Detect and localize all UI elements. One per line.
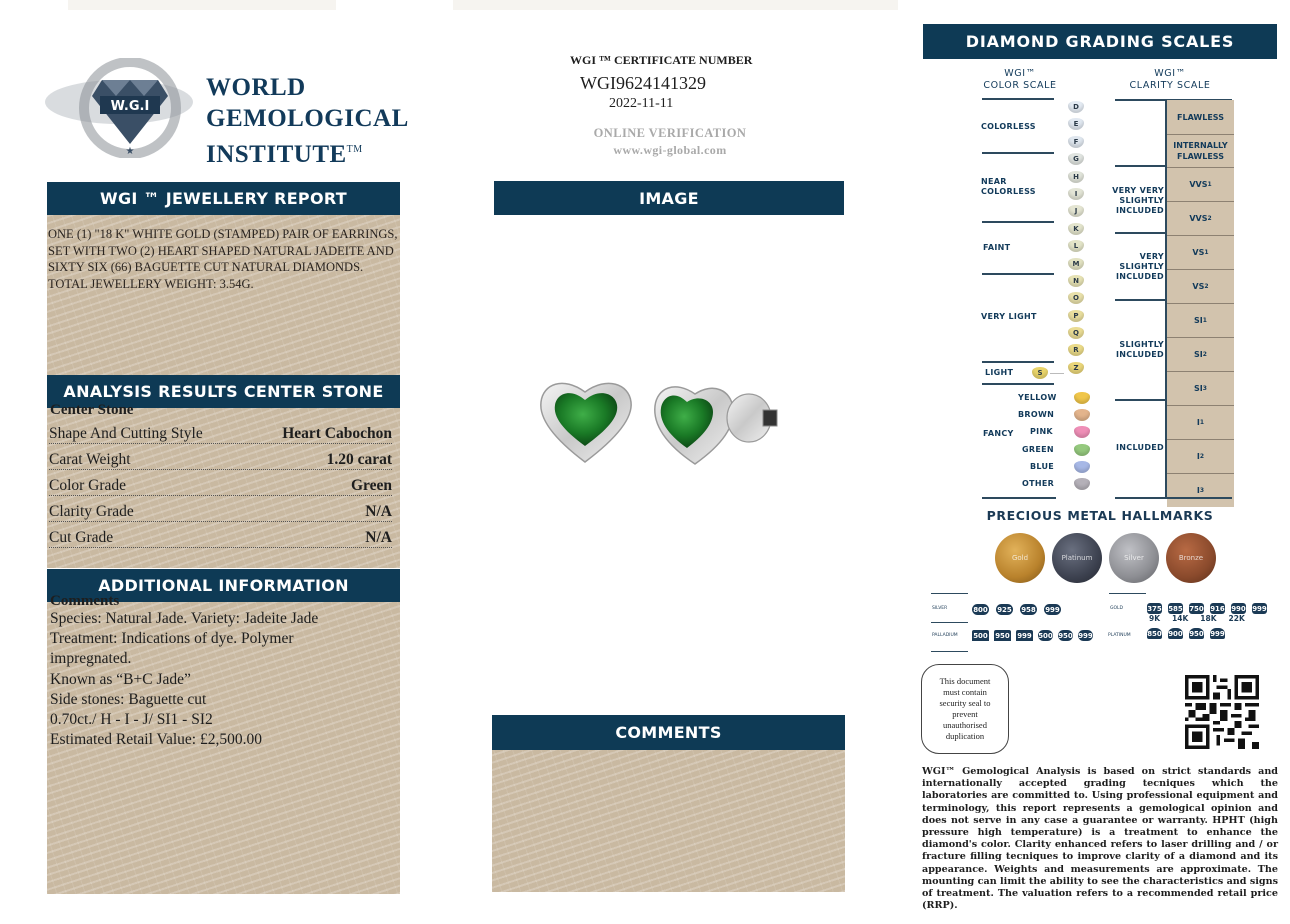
hallmark-icon: 800 xyxy=(973,605,988,614)
divider xyxy=(1115,399,1165,401)
color-group-faint: FAINT xyxy=(983,243,1011,252)
clarity-grade: SI 2 xyxy=(1167,337,1234,371)
gold-label: GOLD xyxy=(1110,606,1124,611)
analysis-row-cut: Cut Grade N/A xyxy=(49,522,392,548)
image-header: IMAGE xyxy=(494,181,844,215)
diamond-grade-icon: N xyxy=(1068,275,1084,287)
svg-text:★: ★ xyxy=(125,146,135,157)
wgi-logo-wordmark xyxy=(206,72,409,170)
hallmark-icon: 950 xyxy=(995,631,1010,640)
diamond-grade-icon: P xyxy=(1068,310,1084,322)
diamond-grade-icon: D xyxy=(1068,101,1084,113)
center-stone-title: Center Stone xyxy=(50,402,134,418)
hallmark-icon: 375 xyxy=(1147,604,1162,613)
silver-label: SILVER xyxy=(932,606,948,611)
range-dash xyxy=(1050,373,1064,374)
analysis-row-carat: Carat Weight 1.20 carat xyxy=(49,444,392,470)
analysis-row-shape: Shape And Cutting Style Heart Cabochon xyxy=(49,418,392,444)
diamond-grade-icon: F xyxy=(1068,136,1084,148)
logo-line-3: INSTITUTE™ xyxy=(206,141,363,168)
clarity-grade: VS 1 xyxy=(1167,235,1234,269)
divider xyxy=(931,651,968,652)
clarity-grade: VVS 1 xyxy=(1167,167,1234,201)
divider xyxy=(982,152,1054,154)
fancy-color-list xyxy=(1010,389,1090,493)
clarity-grade: SI 3 xyxy=(1167,371,1234,405)
comments-header: COMMENTS xyxy=(492,715,845,750)
gold-marks xyxy=(1147,603,1267,614)
clarity-group-included: INCLUDED xyxy=(1116,443,1164,452)
hallmark-icon: 900 xyxy=(1168,629,1183,638)
color-scale-title: WGI™ COLOR SCALE xyxy=(983,68,1057,91)
hallmark-icon: 500 xyxy=(1038,631,1053,640)
diamond-grade-icon: G xyxy=(1068,153,1084,165)
divider xyxy=(982,497,1056,499)
verification-label: ONLINE VERIFICATION xyxy=(593,126,747,140)
comment-line: Side stones: Baguette cut xyxy=(50,690,207,708)
security-seal-notice: This document must contain security seal to prevent unauthorised duplication xyxy=(921,664,1009,754)
clarity-scale-title: WGI™ CLARITY SCALE xyxy=(1129,68,1211,91)
fancy-green: GREEN xyxy=(1010,441,1090,458)
diamond-s-icon: S xyxy=(1032,367,1048,379)
hallmark-icon: 500 xyxy=(973,631,988,640)
diamond-grading-scales-header: DIAMOND GRADING SCALES xyxy=(923,24,1277,59)
hallmark-icon: 999 xyxy=(1017,631,1032,640)
comment-line: Estimated Retail Value: £2,500.00 xyxy=(50,731,262,749)
clarity-grade: FLAWLESS xyxy=(1167,100,1234,134)
color-group-near-colorless: NEAR COLORLESS xyxy=(981,177,1036,196)
divider xyxy=(1109,593,1146,594)
diamond-grade-icon: Z xyxy=(1068,362,1084,374)
metal-medals xyxy=(995,533,1216,583)
divider xyxy=(982,221,1054,223)
clarity-group-si: SLIGHTLY INCLUDED xyxy=(1116,340,1164,359)
fancy-blue: BLUE xyxy=(1010,458,1090,475)
hallmark-icon: 999 xyxy=(1078,631,1093,640)
hallmark-icon: 750 xyxy=(1189,604,1204,613)
gold-karats: 9K 14K 18K 22K xyxy=(1149,614,1245,623)
diamond-grade-icon: E xyxy=(1068,118,1084,130)
top-strip xyxy=(68,0,336,10)
logo-line-2: GEMOLOGICAL xyxy=(206,105,409,132)
certificate-number: WGI9624141329 xyxy=(580,73,706,93)
diamond-grade-icon: R xyxy=(1068,344,1084,356)
analysis-row-color: Color Grade Green xyxy=(49,470,392,496)
svg-text:W.G.I: W.G.I xyxy=(110,99,150,114)
wgi-logo-emblem xyxy=(44,58,194,158)
clarity-grade: I 1 xyxy=(1167,405,1234,439)
hallmarks-header: PRECIOUS METAL HALLMARKS xyxy=(986,508,1214,523)
gold-medal-icon: Gold xyxy=(995,533,1045,583)
divider xyxy=(1115,497,1232,499)
bronze-medal-icon: Bronze xyxy=(1166,533,1216,583)
fancy-pink: PINK xyxy=(1010,424,1090,441)
online-verification xyxy=(560,125,780,159)
earrings-image xyxy=(535,372,785,472)
diamond-grade-icon: K xyxy=(1068,223,1084,235)
diamond-grade-icon: J xyxy=(1068,205,1084,217)
additional-information-header: ADDITIONAL INFORMATION xyxy=(47,569,400,602)
diamond-grade-icon: L xyxy=(1068,240,1084,252)
diamond-grade-icon: O xyxy=(1068,292,1084,304)
hallmark-icon: 950 xyxy=(1189,629,1204,638)
analysis-row-clarity: Clarity Grade N/A xyxy=(49,496,392,522)
divider xyxy=(931,622,968,623)
hallmark-icon: 999 xyxy=(1045,605,1060,614)
silver-marks xyxy=(972,604,1061,615)
logo-line-1: WORLD xyxy=(206,74,306,101)
analysis-table xyxy=(49,418,392,548)
certificate-number-label: WGI ™ CERTIFICATE NUMBER xyxy=(570,53,753,67)
divider xyxy=(982,383,1054,385)
hallmark-icon: 850 xyxy=(1147,629,1162,638)
clarity-grade: VVS 2 xyxy=(1167,201,1234,235)
divider xyxy=(931,593,968,594)
hallmark-icon: 925 xyxy=(997,605,1012,614)
fancy-other: OTHER xyxy=(1010,475,1090,492)
verification-url[interactable]: www.wgi-global.com xyxy=(613,143,727,157)
divider xyxy=(982,273,1054,275)
additional-comments xyxy=(50,609,395,750)
certificate-date: 2022-11-11 xyxy=(609,96,674,111)
divider xyxy=(1115,165,1165,167)
clarity-group-vs: VERY SLIGHTLY INCLUDED xyxy=(1116,252,1164,281)
jewellery-report-header: WGI ™ JEWELLERY REPORT xyxy=(47,182,400,215)
fancy-yellow: YELLOW xyxy=(1010,389,1090,406)
diamond-grade-icon: H xyxy=(1068,171,1084,183)
comments-panel xyxy=(492,750,845,892)
diamond-grade-icon: M xyxy=(1068,258,1084,270)
hallmark-icon: 585 xyxy=(1168,604,1183,613)
color-group-very-light: VERY LIGHT xyxy=(981,312,1037,321)
comment-line: Species: Natural Jade. Variety: Jadeite Jade xyxy=(50,610,319,627)
jewellery-report-description: ONE (1) "18 K" WHITE GOLD (STAMPED) PAIR OF EARRINGS, SET WITH TWO (2) HEART SHAPED NATURAL JADEITE AND SIXTY SIX (66) BAGUETTE CUT NATURAL DIAMONDS. TOTAL JEWELLERY WEIGHT: 3.54G. xyxy=(48,227,398,291)
clarity-grade: INTERNALLY FLAWLESS xyxy=(1167,134,1234,167)
divider xyxy=(982,98,1054,100)
silver-medal-icon: Silver xyxy=(1109,533,1159,583)
fancy-brown: BROWN xyxy=(1010,406,1090,423)
disclaimer-text: WGI™ Gemological Analysis is based on strict standards and internationally accepted grading tecniques which the laboratories are committed to. Using professional equipment and terminology, this report represents a gemological opinion and does not serve in any case a guarantee or warranty. HPHT (high pressure high temperature) is a treatment to enhance the diamond's color. Clarity enhanced refers to laser drilling and / or fracture filling tecniques to improve clarity of a diamond and its appearance. Weights and measurements are approximate. The mounting can limit the ability to see the characteristics and signs of treatment. The valuation refers to a recommended retail price (RRP). xyxy=(922,766,1278,912)
hallmark-icon: 958 xyxy=(1021,605,1036,614)
comment-line: Treatment: Indications of dye. Polymer xyxy=(50,630,294,648)
clarity-grade: SI 1 xyxy=(1167,303,1234,337)
hallmark-icon: 999 xyxy=(1252,604,1267,613)
color-group-colorless: COLORLESS xyxy=(981,122,1036,131)
hallmark-icon: 990 xyxy=(1231,604,1246,613)
palladium-marks xyxy=(972,630,1093,641)
divider xyxy=(982,361,1054,363)
color-grade-column xyxy=(1068,101,1086,379)
divider xyxy=(1115,299,1165,301)
platinum-marks xyxy=(1147,628,1225,639)
hallmark-icon: 950 xyxy=(1058,631,1073,640)
comment-line: Known as “B+C Jade” xyxy=(50,670,191,688)
clarity-grade: VS 2 xyxy=(1167,269,1234,303)
comments-title: Comments xyxy=(50,593,120,609)
divider xyxy=(1115,232,1165,234)
top-strip xyxy=(453,0,898,10)
clarity-grade: I 3 xyxy=(1167,473,1234,507)
clarity-group-vvs: VERY VERY SLIGHTLY INCLUDED xyxy=(1112,186,1164,215)
analysis-results-header: ANALYSIS RESULTS CENTER STONE xyxy=(47,375,400,408)
qr-code-icon[interactable] xyxy=(1185,675,1259,749)
hallmark-icon: 999 xyxy=(1210,629,1225,638)
palladium-label: PALLADIUM xyxy=(932,633,958,638)
platinum-label: PLATINUM xyxy=(1108,633,1131,638)
diamond-grade-icon: Q xyxy=(1068,327,1084,339)
clarity-grade: I 2 xyxy=(1167,439,1234,473)
platinum-medal-icon: Platinum xyxy=(1052,533,1102,583)
clarity-grade-column xyxy=(1165,100,1234,498)
color-group-light: LIGHT xyxy=(985,368,1014,377)
diamond-grade-icon: I xyxy=(1068,188,1084,200)
hallmark-icon: 916 xyxy=(1210,604,1225,613)
comment-line: impregnated. xyxy=(50,650,132,668)
comment-line: 0.70ct./ H - I - J/ SI1 - SI2 xyxy=(50,711,213,729)
color-group-fancy: FANCY xyxy=(983,429,1014,438)
